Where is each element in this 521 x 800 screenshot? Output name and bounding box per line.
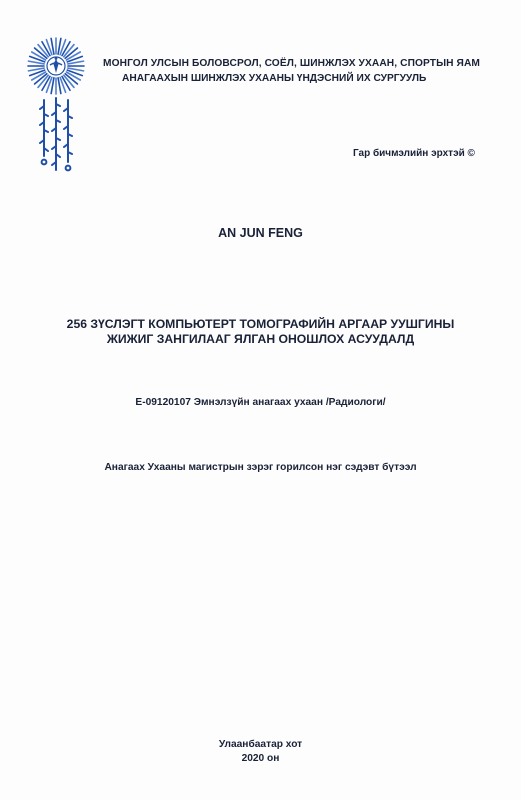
- thesis-title-line-2: ЖИЖИГ ЗАНГИЛААГ ЯЛГАН ОНОШЛОХ АСУУДАЛД: [106, 332, 415, 346]
- author-name: AN JUN FENG: [218, 226, 303, 240]
- thesis-title: [0, 317, 521, 347]
- mongolian-script-icon: [36, 96, 80, 182]
- copyright-notice: Гар бичмэлийн эрхтэй ©: [353, 148, 475, 159]
- thesis-title-line-1: 256 ЗҮСЛЭГТ КОМПЬЮТЕРТ ТОМОГРАФИЙН АРГААР УУШГИНЫ: [66, 317, 455, 331]
- city-name: Улаанбаатар хот: [218, 739, 303, 750]
- university-emblem-icon: [27, 37, 85, 95]
- degree-statement: Анагаах Ухааны магистрын зэрэг горилсон нэг сэдэвт бүтээл: [104, 462, 417, 473]
- university-name: АНАГААХЫН ШИНЖЛЭХ УХААНЫ ҮНДЭСНИЙ ИХ СУРГУУЛЬ: [122, 73, 427, 84]
- specialty-code: E-09120107 Эмнэлзүйн анагаах ухаан /Радиологи/: [135, 397, 386, 408]
- ministry-name: МОНГОЛ УЛСЫН БОЛОВСРОЛ, СОЁЛ, ШИНЖЛЭХ УХААН, СПОРТЫН ЯАМ: [103, 58, 481, 69]
- place-and-year: [0, 738, 521, 766]
- year: 2020 он: [241, 753, 280, 764]
